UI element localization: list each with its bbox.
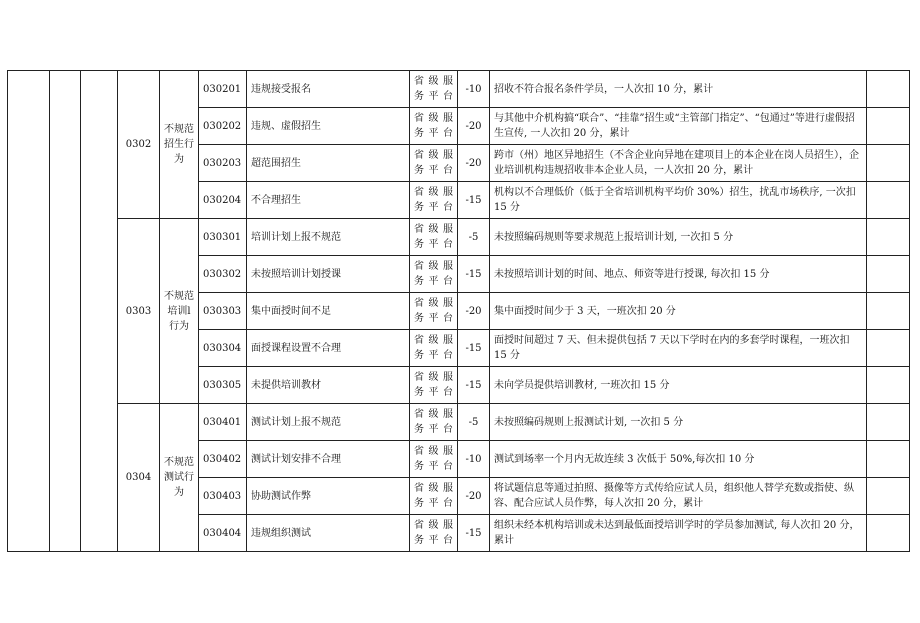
item-remark [867, 256, 910, 293]
item-code: 030303 [199, 293, 247, 330]
item-score: -10 [458, 441, 490, 478]
item-score: -5 [458, 219, 490, 256]
item-code: 030403 [199, 478, 247, 515]
item-score: -5 [458, 404, 490, 441]
item-code: 030404 [199, 515, 247, 552]
item-code: 030402 [199, 441, 247, 478]
item-desc: 招收不符合报名条件学员，一人次扣 10 分，累计 [490, 71, 867, 108]
item-desc: 与其他中介机构搞“联合”、“挂靠”招生或“主管部门指定”、“包通过”等进行虚假招生宣传, 一人次扣 20 分，累计 [490, 108, 867, 145]
item-remark [867, 71, 910, 108]
item-name: 未按照培训计划授课 [247, 256, 410, 293]
item-name: 违规组织测试 [247, 515, 410, 552]
item-code: 030202 [199, 108, 247, 145]
item-platform: 省级服务平台 [410, 330, 458, 367]
item-code: 030201 [199, 71, 247, 108]
item-desc: 面授时间超过 7 天、但未提供包括 7 天以下学时在内的多套学时课程，一班次扣 15 分 [490, 330, 867, 367]
item-score: -15 [458, 330, 490, 367]
item-platform: 省级服务平台 [410, 219, 458, 256]
item-remark [867, 108, 910, 145]
item-remark [867, 182, 910, 219]
table-row [8, 219, 910, 256]
blank-col-3 [81, 71, 118, 552]
item-name: 测试计划上报不规范 [247, 404, 410, 441]
item-score: -10 [458, 71, 490, 108]
item-remark [867, 441, 910, 478]
item-desc: 未向学员提供培训教材, 一班次扣 15 分 [490, 367, 867, 404]
item-code: 030302 [199, 256, 247, 293]
item-desc: 测试到场率一个月内无故连续 3 次低于 50%,每次扣 10 分 [490, 441, 867, 478]
item-score: -20 [458, 108, 490, 145]
item-code: 030304 [199, 330, 247, 367]
item-desc: 未按照编码规则等要求规范上报培训计划, 一次扣 5 分 [490, 219, 867, 256]
item-name: 违规、虚假招生 [247, 108, 410, 145]
item-remark [867, 145, 910, 182]
item-score: -15 [458, 367, 490, 404]
group-code: 0303 [118, 219, 160, 404]
item-platform: 省级服务平台 [410, 145, 458, 182]
item-name: 集中面授时间不足 [247, 293, 410, 330]
item-code: 030203 [199, 145, 247, 182]
item-code: 030301 [199, 219, 247, 256]
item-code: 030401 [199, 404, 247, 441]
group-category: 不规范招生行为 [160, 71, 199, 219]
item-platform: 省级服务平台 [410, 515, 458, 552]
item-score: -20 [458, 145, 490, 182]
group-category: 不规范培训l行为 [160, 219, 199, 404]
item-platform: 省级服务平台 [410, 404, 458, 441]
item-platform: 省级服务平台 [410, 256, 458, 293]
item-remark [867, 404, 910, 441]
item-name: 违规接受报名 [247, 71, 410, 108]
group-code: 0302 [118, 71, 160, 219]
item-desc: 跨市（州）地区异地招生（不含企业向异地在建项目上的本企业在岗人员招生），企业培训机构违规招收非本企业人员，一人次扣 20 分，累计 [490, 145, 867, 182]
item-name: 未提供培训教材 [247, 367, 410, 404]
item-remark [867, 293, 910, 330]
item-platform: 省级服务平台 [410, 108, 458, 145]
group-code: 0304 [118, 404, 160, 552]
item-remark [867, 330, 910, 367]
item-remark [867, 478, 910, 515]
item-remark [867, 367, 910, 404]
blank-col-2 [50, 71, 81, 552]
item-name: 测试计划安排不合理 [247, 441, 410, 478]
group-category: 不规范测试行为 [160, 404, 199, 552]
item-desc: 机构以不合理低价（低于全省培训机构平均价 30%）招生，扰乱市场秩序, 一次扣 15 分 [490, 182, 867, 219]
item-score: -20 [458, 293, 490, 330]
item-score: -15 [458, 515, 490, 552]
item-desc: 集中面授时间少于 3 天，一班次扣 20 分 [490, 293, 867, 330]
item-name: 协助测试作弊 [247, 478, 410, 515]
item-desc: 未按照编码规则上报测试计划, 一次扣 5 分 [490, 404, 867, 441]
item-remark [867, 219, 910, 256]
item-platform: 省级服务平台 [410, 71, 458, 108]
item-remark [867, 515, 910, 552]
item-desc: 将试题信息等通过拍照、摄像等方式传给应试人员，组织他人替学充数或指使、纵容、配合应试人员作弊，每人次扣 20 分，累计 [490, 478, 867, 515]
table-row [8, 404, 910, 441]
item-platform: 省级服务平台 [410, 441, 458, 478]
item-platform: 省级服务平台 [410, 478, 458, 515]
item-score: -20 [458, 478, 490, 515]
item-platform: 省级服务平台 [410, 182, 458, 219]
item-name: 面授课程设置不合理 [247, 330, 410, 367]
item-desc: 未按照培训计划的时间、地点、师资等进行授课, 每次扣 15 分 [490, 256, 867, 293]
item-score: -15 [458, 256, 490, 293]
item-platform: 省级服务平台 [410, 367, 458, 404]
item-score: -15 [458, 182, 490, 219]
item-code: 030204 [199, 182, 247, 219]
item-desc: 组织未经本机构培训或未达到最低面授培训学时的学员参加测试, 每人次扣 20 分，累计 [490, 515, 867, 552]
table-row [8, 71, 910, 108]
item-name: 培训计划上报不规范 [247, 219, 410, 256]
penalty-table [7, 70, 910, 552]
item-code: 030305 [199, 367, 247, 404]
blank-col-1 [8, 71, 50, 552]
item-name: 不合理招生 [247, 182, 410, 219]
item-name: 超范围招生 [247, 145, 410, 182]
item-platform: 省级服务平台 [410, 293, 458, 330]
